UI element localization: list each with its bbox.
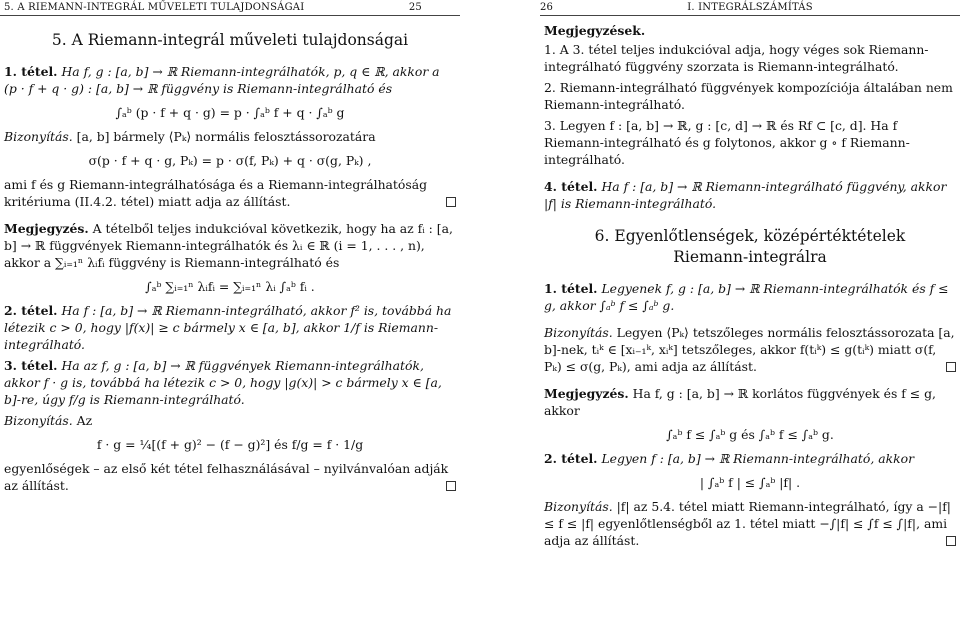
remark <box>4 220 456 271</box>
notes-label: Megjegyzések. <box>544 23 646 38</box>
remark-text: Ha f, g : [a, b] → ℝ korlátos függvények és f ≤ g, akkor <box>544 386 936 418</box>
running-head-title: I. INTEGRÁLSZÁMÍTÁS <box>687 2 813 13</box>
left-content <box>4 22 456 498</box>
proof-text: Az <box>76 413 93 428</box>
notes-heading <box>544 22 956 39</box>
theorem-text: Ha az f, g : [a, b] → ℝ függvények Riemann-integrálhatók, akkor f · g is, továbbá ha létezik c > 0, hogy |g(x)| > c bármely x ∈ [a, b]-re, úgy f/g is Riemann-integrálható. <box>4 358 442 407</box>
section-title <box>544 226 956 268</box>
proof-label: Bizonyítás. <box>4 413 73 428</box>
theorem-1 <box>4 63 456 97</box>
page-number: 25 <box>408 2 422 13</box>
proof-label: Bizonyítás. <box>4 129 73 144</box>
formula-product: f · g = ¼[(f + g)² − (f − g)²] és f/g = f · 1/g <box>96 437 364 452</box>
note-2: 2. Riemann-integrálható függvények kompozíciója általában nem Riemann-integrálható. <box>544 80 953 112</box>
qed-icon <box>446 197 456 207</box>
theorem-label: 2. tétel. <box>544 451 598 466</box>
theorem-text: Legyenek f, g : [a, b] → ℝ Riemann-integrálhatók és f ≤ g, akkor ∫ₐᵇ f ≤ ∫ₐᵇ g. <box>544 281 949 313</box>
theorem-2 <box>4 302 456 353</box>
left-page <box>0 0 460 620</box>
note-3: 3. Legyen f : [a, b] → ℝ, g : [c, d] → ℝ és Rf ⊂ [c, d]. Ha f Riemann-integrálható és g folytonos, akkor g ∘ f Riemann-integrálható. <box>544 118 910 167</box>
running-head-title: 5. A RIEMANN-INTEGRÁL MŰVELETI TULAJDONSÁGAI <box>4 2 305 13</box>
formula-abs: | ∫ₐᵇ f | ≤ ∫ₐᵇ |f| . <box>699 475 801 490</box>
running-head-left <box>0 0 460 14</box>
proof-3-cont <box>4 460 456 494</box>
qed-icon <box>446 481 456 491</box>
proof-1-cont <box>4 176 456 210</box>
formula-linearity: ∫ₐᵇ (p · f + q · g) = p · ∫ₐᵇ f + q · ∫ₐᵇ g <box>115 105 345 120</box>
theorem-text: Ha f : [a, b] → ℝ Riemann-integrálható, akkor f² is, továbbá ha létezik c > 0, hogy |f(x)| ≥ c bármely x ∈ [a, b], akkor 1/f is Riemann-integrálható. <box>4 303 452 352</box>
qed-icon <box>946 362 956 372</box>
proof-text: |f| az 5.4. tétel miatt Riemann-integrálható, így a −|f| ≤ f ≤ |f| egyenlőtlenségből az 1. tétel miatt −∫|f| ≤ ∫f ≤ ∫|f|, ami adja az állítást. <box>544 499 951 548</box>
section-title: 5. A Riemann-integrál műveleti tulajdonságai <box>51 31 409 49</box>
theorem-text: Ha f, g : [a, b] → ℝ Riemann-integrálhatók, p, q ∈ ℝ, akkor a (p · f + q · g) : [a, b] → ℝ függvény is Riemann-integrálható és <box>4 64 440 96</box>
theorem-text: Legyen f : [a, b] → ℝ Riemann-integrálható, akkor <box>601 451 915 466</box>
proof-1 <box>4 128 456 145</box>
theorem-text: Ha f : [a, b] → ℝ Riemann-integrálható függvény, akkor |f| is Riemann-integrálható. <box>544 179 947 211</box>
formula-riemann-sum: σ(p · f + q · g, Pₖ) = p · σ(f, Pₖ) + q · σ(g, Pₖ) , <box>88 153 372 168</box>
theorem-label: 3. tétel. <box>4 358 58 373</box>
proof-3 <box>4 412 456 429</box>
formula-sum: ∫ₐᵇ ∑ᵢ₌₁ⁿ λᵢfᵢ = ∑ᵢ₌₁ⁿ λᵢ ∫ₐᵇ fᵢ . <box>145 279 315 294</box>
qed-icon <box>946 536 956 546</box>
section-title-line-1: 6. Egyenlőtlenségek, középértéktételek <box>594 227 906 245</box>
theorem-6-1 <box>544 280 956 314</box>
proof-label: Bizonyítás. <box>544 325 613 340</box>
remark-6 <box>544 385 956 419</box>
theorem-label: 1. tétel. <box>4 64 58 79</box>
proof-text: ami f és g Riemann-integrálhatósága és a Riemann-integrálhatóság kritériuma (II.4.2. tétel) miatt adja az állítást. <box>4 177 428 209</box>
proof-text: [a, b] bármely ⟨Pₖ⟩ normális felosztássorozatára <box>76 129 376 144</box>
theorem-4 <box>544 178 956 212</box>
proof-text: Legyen ⟨Pₖ⟩ tetszőleges normális felosztássorozata [a, b]-nek, tᵢᵏ ∈ [xᵢ₋₁ᵏ, xᵢᵏ] tetszőleges, akkor f(tᵢᵏ) ≤ g(tᵢᵏ) miatt σ(f, Pₖ) ≤ σ(g, Pₖ), ami adja az állítást. <box>544 325 955 374</box>
theorem-label: 2. tétel. <box>4 303 58 318</box>
remark-label: Megjegyzés. <box>4 221 89 236</box>
proof-text: egyenlőségek – az első két tétel felhasználásával – nyilvánvalóan adják az állítást. <box>4 461 449 493</box>
right-page <box>540 0 960 620</box>
section-title-line-2: Riemann-integrálra <box>673 248 827 266</box>
header-rule <box>540 15 960 16</box>
theorem-label: 1. tétel. <box>544 281 598 296</box>
remark-label: Megjegyzés. <box>544 386 629 401</box>
proof-6-2 <box>544 498 956 549</box>
header-rule <box>0 15 460 16</box>
running-head-right <box>540 0 960 14</box>
page-number: 26 <box>540 2 554 13</box>
remark-text: A tételből teljes indukcióval következik, hogy ha az fᵢ : [a, b] → ℝ függvények Riemann-integrálhatók és λᵢ ∈ ℝ (i = 1, . . . , n), akkor a ∑ᵢ₌₁ⁿ λᵢfᵢ függvény is Riemann-integrálható és <box>4 221 453 270</box>
note-1: 1. A 3. tétel teljes indukcióval adja, hogy véges sok Riemann-integrálható függvény szorzata is Riemann-integrálható. <box>544 42 929 74</box>
right-content <box>544 22 956 553</box>
proof-label: Bizonyítás. <box>544 499 613 514</box>
theorem-3 <box>4 357 456 408</box>
theorem-6-2 <box>544 450 956 467</box>
proof-6-1 <box>544 324 956 375</box>
formula-upper-lower: ∫ₐᵇ f ≤ ∫ₐᵇ g és ∫ₐᵇ f ≤ ∫ₐᵇ g. <box>666 427 834 442</box>
theorem-label: 4. tétel. <box>544 179 598 194</box>
